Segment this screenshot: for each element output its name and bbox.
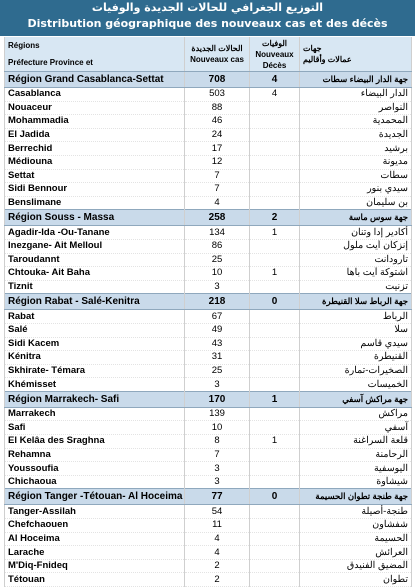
province-name-fr: Taroudannt bbox=[5, 253, 185, 267]
header-cases-fr: Nouveaux cas bbox=[190, 55, 244, 64]
province-cases: 86 bbox=[185, 239, 250, 253]
title-arabic: التوزيع الجغرافي للحالات الجديدة والوفيات bbox=[91, 1, 324, 14]
province-name-fr: Tiznit bbox=[5, 280, 185, 294]
table-row bbox=[5, 407, 412, 421]
header-deaths-ar: الوفيات bbox=[262, 38, 287, 48]
province-name-ar: إنزكان أيت ملول bbox=[300, 239, 412, 253]
province-name-ar: بن سليمان bbox=[300, 196, 412, 210]
province-cases: 3 bbox=[185, 280, 250, 294]
region-name-ar: جهة الرباط سلا القنيطرة bbox=[300, 294, 412, 310]
region-deaths: 2 bbox=[250, 210, 300, 226]
region-cases: 218 bbox=[185, 294, 250, 310]
province-deaths bbox=[250, 183, 300, 197]
header-fr-line1: Régions bbox=[8, 41, 40, 50]
province-deaths bbox=[250, 407, 300, 421]
table-row bbox=[5, 532, 412, 546]
province-cases: 25 bbox=[185, 253, 250, 267]
province-name-fr: Settat bbox=[5, 169, 185, 183]
province-name-ar: أكادير إدا وتنان bbox=[300, 226, 412, 240]
province-cases: 54 bbox=[185, 505, 250, 519]
region-name-fr: Région Tanger -Tétouan- Al Hoceima bbox=[5, 489, 185, 505]
header-deaths bbox=[250, 37, 300, 72]
province-name-ar: سلا bbox=[300, 323, 412, 337]
province-deaths: 1 bbox=[250, 435, 300, 449]
province-deaths: 1 bbox=[250, 267, 300, 281]
region-deaths: 0 bbox=[250, 489, 300, 505]
table-row bbox=[5, 101, 412, 115]
region-row bbox=[5, 294, 412, 310]
province-name-ar: الجديدة bbox=[300, 128, 412, 142]
province-name-ar: قلعة السراغنة bbox=[300, 435, 412, 449]
province-cases: 25 bbox=[185, 364, 250, 378]
province-cases: 12 bbox=[185, 155, 250, 169]
province-name-fr: El Jadida bbox=[5, 128, 185, 142]
province-name-fr: Chefchaouen bbox=[5, 519, 185, 533]
province-name-fr: Médiouna bbox=[5, 155, 185, 169]
province-name-fr: Tétouan bbox=[5, 573, 185, 587]
province-cases: 7 bbox=[185, 183, 250, 197]
table-row bbox=[5, 115, 412, 129]
province-cases: 7 bbox=[185, 448, 250, 462]
header-fr-line2: Préfecture Province et bbox=[8, 58, 93, 67]
province-name-fr: Tanger-Assilah bbox=[5, 505, 185, 519]
header-regions-ar bbox=[300, 37, 412, 72]
province-name-ar: اشتوكة آيت باها bbox=[300, 267, 412, 281]
table-row bbox=[5, 378, 412, 392]
table-header bbox=[5, 37, 412, 72]
region-name-fr: Région Rabat - Salé-Kenitra bbox=[5, 294, 185, 310]
province-deaths bbox=[250, 532, 300, 546]
province-name-fr: Chtouka- Ait Baha bbox=[5, 267, 185, 281]
province-name-fr: Sidi Bennour bbox=[5, 183, 185, 197]
province-deaths bbox=[250, 239, 300, 253]
title-banner bbox=[0, 0, 415, 36]
table-row bbox=[5, 337, 412, 351]
province-name-ar: سيدي بنور bbox=[300, 183, 412, 197]
province-name-ar: سطات bbox=[300, 169, 412, 183]
table-row bbox=[5, 505, 412, 519]
province-deaths bbox=[250, 128, 300, 142]
province-deaths bbox=[250, 101, 300, 115]
province-name-ar: اليوسفية bbox=[300, 462, 412, 476]
province-deaths bbox=[250, 462, 300, 476]
province-name-fr: Marrakech bbox=[5, 407, 185, 421]
province-deaths bbox=[250, 448, 300, 462]
province-deaths bbox=[250, 546, 300, 560]
province-cases: 49 bbox=[185, 323, 250, 337]
region-cases: 77 bbox=[185, 489, 250, 505]
region-row bbox=[5, 489, 412, 505]
table-row bbox=[5, 351, 412, 365]
table-row bbox=[5, 364, 412, 378]
province-name-ar: برشيد bbox=[300, 142, 412, 156]
region-row bbox=[5, 72, 412, 88]
province-name-fr: Berrechid bbox=[5, 142, 185, 156]
region-name-ar: جهة مراكش آسفي bbox=[300, 391, 412, 407]
province-cases: 10 bbox=[185, 421, 250, 435]
province-name-fr: Youssoufia bbox=[5, 462, 185, 476]
province-cases: 3 bbox=[185, 462, 250, 476]
title-french: Distribution géographique des nouveaux cas et des décès bbox=[27, 17, 388, 30]
province-name-ar: الصخيرات-تمارة bbox=[300, 364, 412, 378]
table-row bbox=[5, 310, 412, 324]
province-name-ar: القنيطرة bbox=[300, 351, 412, 365]
distribution-table bbox=[4, 37, 412, 587]
table-row bbox=[5, 226, 412, 240]
province-name-ar: مراكش bbox=[300, 407, 412, 421]
province-cases: 10 bbox=[185, 267, 250, 281]
province-name-fr: Khémisset bbox=[5, 378, 185, 392]
table-row bbox=[5, 169, 412, 183]
province-name-ar: الرحامنة bbox=[300, 448, 412, 462]
province-cases: 88 bbox=[185, 101, 250, 115]
province-deaths bbox=[250, 196, 300, 210]
header-cases bbox=[185, 37, 250, 72]
province-name-fr: Casablanca bbox=[5, 88, 185, 102]
province-name-fr: Salé bbox=[5, 323, 185, 337]
province-name-ar: تارودانت bbox=[300, 253, 412, 267]
region-row bbox=[5, 391, 412, 407]
region-name-ar: جهة الدار البيضاء سطات bbox=[300, 72, 412, 88]
province-deaths bbox=[250, 378, 300, 392]
province-deaths bbox=[250, 310, 300, 324]
province-deaths bbox=[250, 559, 300, 573]
province-cases: 139 bbox=[185, 407, 250, 421]
province-deaths bbox=[250, 280, 300, 294]
table-row bbox=[5, 128, 412, 142]
province-cases: 24 bbox=[185, 128, 250, 142]
province-deaths bbox=[250, 475, 300, 489]
province-name-fr: Mohammadia bbox=[5, 115, 185, 129]
header-ar-line2: عمالات وأقاليم bbox=[303, 55, 352, 64]
province-name-ar: المضيق الفنيدق bbox=[300, 559, 412, 573]
table-row bbox=[5, 559, 412, 573]
province-deaths bbox=[250, 505, 300, 519]
province-name-ar: الخميسات bbox=[300, 378, 412, 392]
province-name-ar: شيشاوة bbox=[300, 475, 412, 489]
province-deaths: 1 bbox=[250, 226, 300, 240]
region-cases: 708 bbox=[185, 72, 250, 88]
province-name-ar: سيدي قاسم bbox=[300, 337, 412, 351]
province-name-ar: مديونة bbox=[300, 155, 412, 169]
table-row bbox=[5, 88, 412, 102]
region-name-ar: جهة سوس ماسة bbox=[300, 210, 412, 226]
table-row bbox=[5, 435, 412, 449]
province-cases: 17 bbox=[185, 142, 250, 156]
region-name-fr: Région Souss - Massa bbox=[5, 210, 185, 226]
table-row bbox=[5, 155, 412, 169]
province-name-ar: الدار البيضاء bbox=[300, 88, 412, 102]
region-deaths: 0 bbox=[250, 294, 300, 310]
table-row bbox=[5, 280, 412, 294]
province-deaths bbox=[250, 115, 300, 129]
province-cases: 8 bbox=[185, 435, 250, 449]
table-row bbox=[5, 475, 412, 489]
province-deaths bbox=[250, 421, 300, 435]
province-deaths bbox=[250, 169, 300, 183]
province-cases: 134 bbox=[185, 226, 250, 240]
province-name-fr: Rehamna bbox=[5, 448, 185, 462]
region-name-fr: Région Marrakech- Safi bbox=[5, 391, 185, 407]
province-deaths bbox=[250, 351, 300, 365]
province-name-ar: الحسيمة bbox=[300, 532, 412, 546]
header-cases-ar: الحالات الجديدة bbox=[191, 44, 243, 53]
table-row bbox=[5, 267, 412, 281]
province-cases: 67 bbox=[185, 310, 250, 324]
province-cases: 3 bbox=[185, 475, 250, 489]
table-row bbox=[5, 239, 412, 253]
table-row bbox=[5, 421, 412, 435]
province-name-fr: Al Hoceima bbox=[5, 532, 185, 546]
province-deaths bbox=[250, 519, 300, 533]
table-row bbox=[5, 253, 412, 267]
province-deaths bbox=[250, 155, 300, 169]
region-name-ar: جهة طنجة تطوان الحسيمة bbox=[300, 489, 412, 505]
table-row bbox=[5, 448, 412, 462]
province-name-fr: Rabat bbox=[5, 310, 185, 324]
table-row bbox=[5, 519, 412, 533]
province-deaths bbox=[250, 364, 300, 378]
table-row bbox=[5, 546, 412, 560]
region-cases: 258 bbox=[185, 210, 250, 226]
region-deaths: 1 bbox=[250, 391, 300, 407]
province-name-fr: Inezgane- Ait Melloul bbox=[5, 239, 185, 253]
province-cases: 503 bbox=[185, 88, 250, 102]
region-name-fr: Région Grand Casablanca-Settat bbox=[5, 72, 185, 88]
province-deaths bbox=[250, 573, 300, 587]
province-name-ar: العرائش bbox=[300, 546, 412, 560]
province-name-ar: آسفي bbox=[300, 421, 412, 435]
province-cases: 7 bbox=[185, 169, 250, 183]
province-name-fr: Kénitra bbox=[5, 351, 185, 365]
province-name-ar: تطوان bbox=[300, 573, 412, 587]
province-cases: 11 bbox=[185, 519, 250, 533]
province-name-ar: الرباط bbox=[300, 310, 412, 324]
province-deaths bbox=[250, 253, 300, 267]
table-row bbox=[5, 183, 412, 197]
province-name-fr: Benslimane bbox=[5, 196, 185, 210]
province-name-fr: Agadir-Ida -Ou-Tanane bbox=[5, 226, 185, 240]
province-deaths bbox=[250, 323, 300, 337]
province-name-ar: المحمدية bbox=[300, 115, 412, 129]
province-name-fr: Sidi Kacem bbox=[5, 337, 185, 351]
province-name-fr: Safi bbox=[5, 421, 185, 435]
province-name-fr: M'Diq-Fnideq bbox=[5, 559, 185, 573]
province-cases: 46 bbox=[185, 115, 250, 129]
province-name-fr: Chichaoua bbox=[5, 475, 185, 489]
region-deaths: 4 bbox=[250, 72, 300, 88]
province-cases: 2 bbox=[185, 573, 250, 587]
province-deaths: 4 bbox=[250, 88, 300, 102]
province-name-ar: طنجة-أصيلة bbox=[300, 505, 412, 519]
table-row bbox=[5, 573, 412, 587]
province-cases: 31 bbox=[185, 351, 250, 365]
table-row bbox=[5, 196, 412, 210]
province-name-ar: النواصر bbox=[300, 101, 412, 115]
province-name-ar: تزنيت bbox=[300, 280, 412, 294]
province-cases: 2 bbox=[185, 559, 250, 573]
province-cases: 4 bbox=[185, 196, 250, 210]
table-row bbox=[5, 142, 412, 156]
table-row bbox=[5, 323, 412, 337]
province-cases: 4 bbox=[185, 532, 250, 546]
province-name-ar: شفشاون bbox=[300, 519, 412, 533]
province-cases: 3 bbox=[185, 378, 250, 392]
province-name-fr: El Kelâa des Sraghna bbox=[5, 435, 185, 449]
province-name-fr: Larache bbox=[5, 546, 185, 560]
header-deaths-fr: Nouveaux Décès bbox=[255, 49, 294, 70]
province-deaths bbox=[250, 142, 300, 156]
province-name-fr: Nouaceur bbox=[5, 101, 185, 115]
table-row bbox=[5, 462, 412, 476]
province-cases: 4 bbox=[185, 546, 250, 560]
province-deaths bbox=[250, 337, 300, 351]
header-ar-line1: جهات bbox=[303, 44, 322, 53]
province-name-fr: Skhirate- Témara bbox=[5, 364, 185, 378]
province-cases: 43 bbox=[185, 337, 250, 351]
region-cases: 170 bbox=[185, 391, 250, 407]
region-row bbox=[5, 210, 412, 226]
header-regions-fr bbox=[5, 37, 185, 72]
